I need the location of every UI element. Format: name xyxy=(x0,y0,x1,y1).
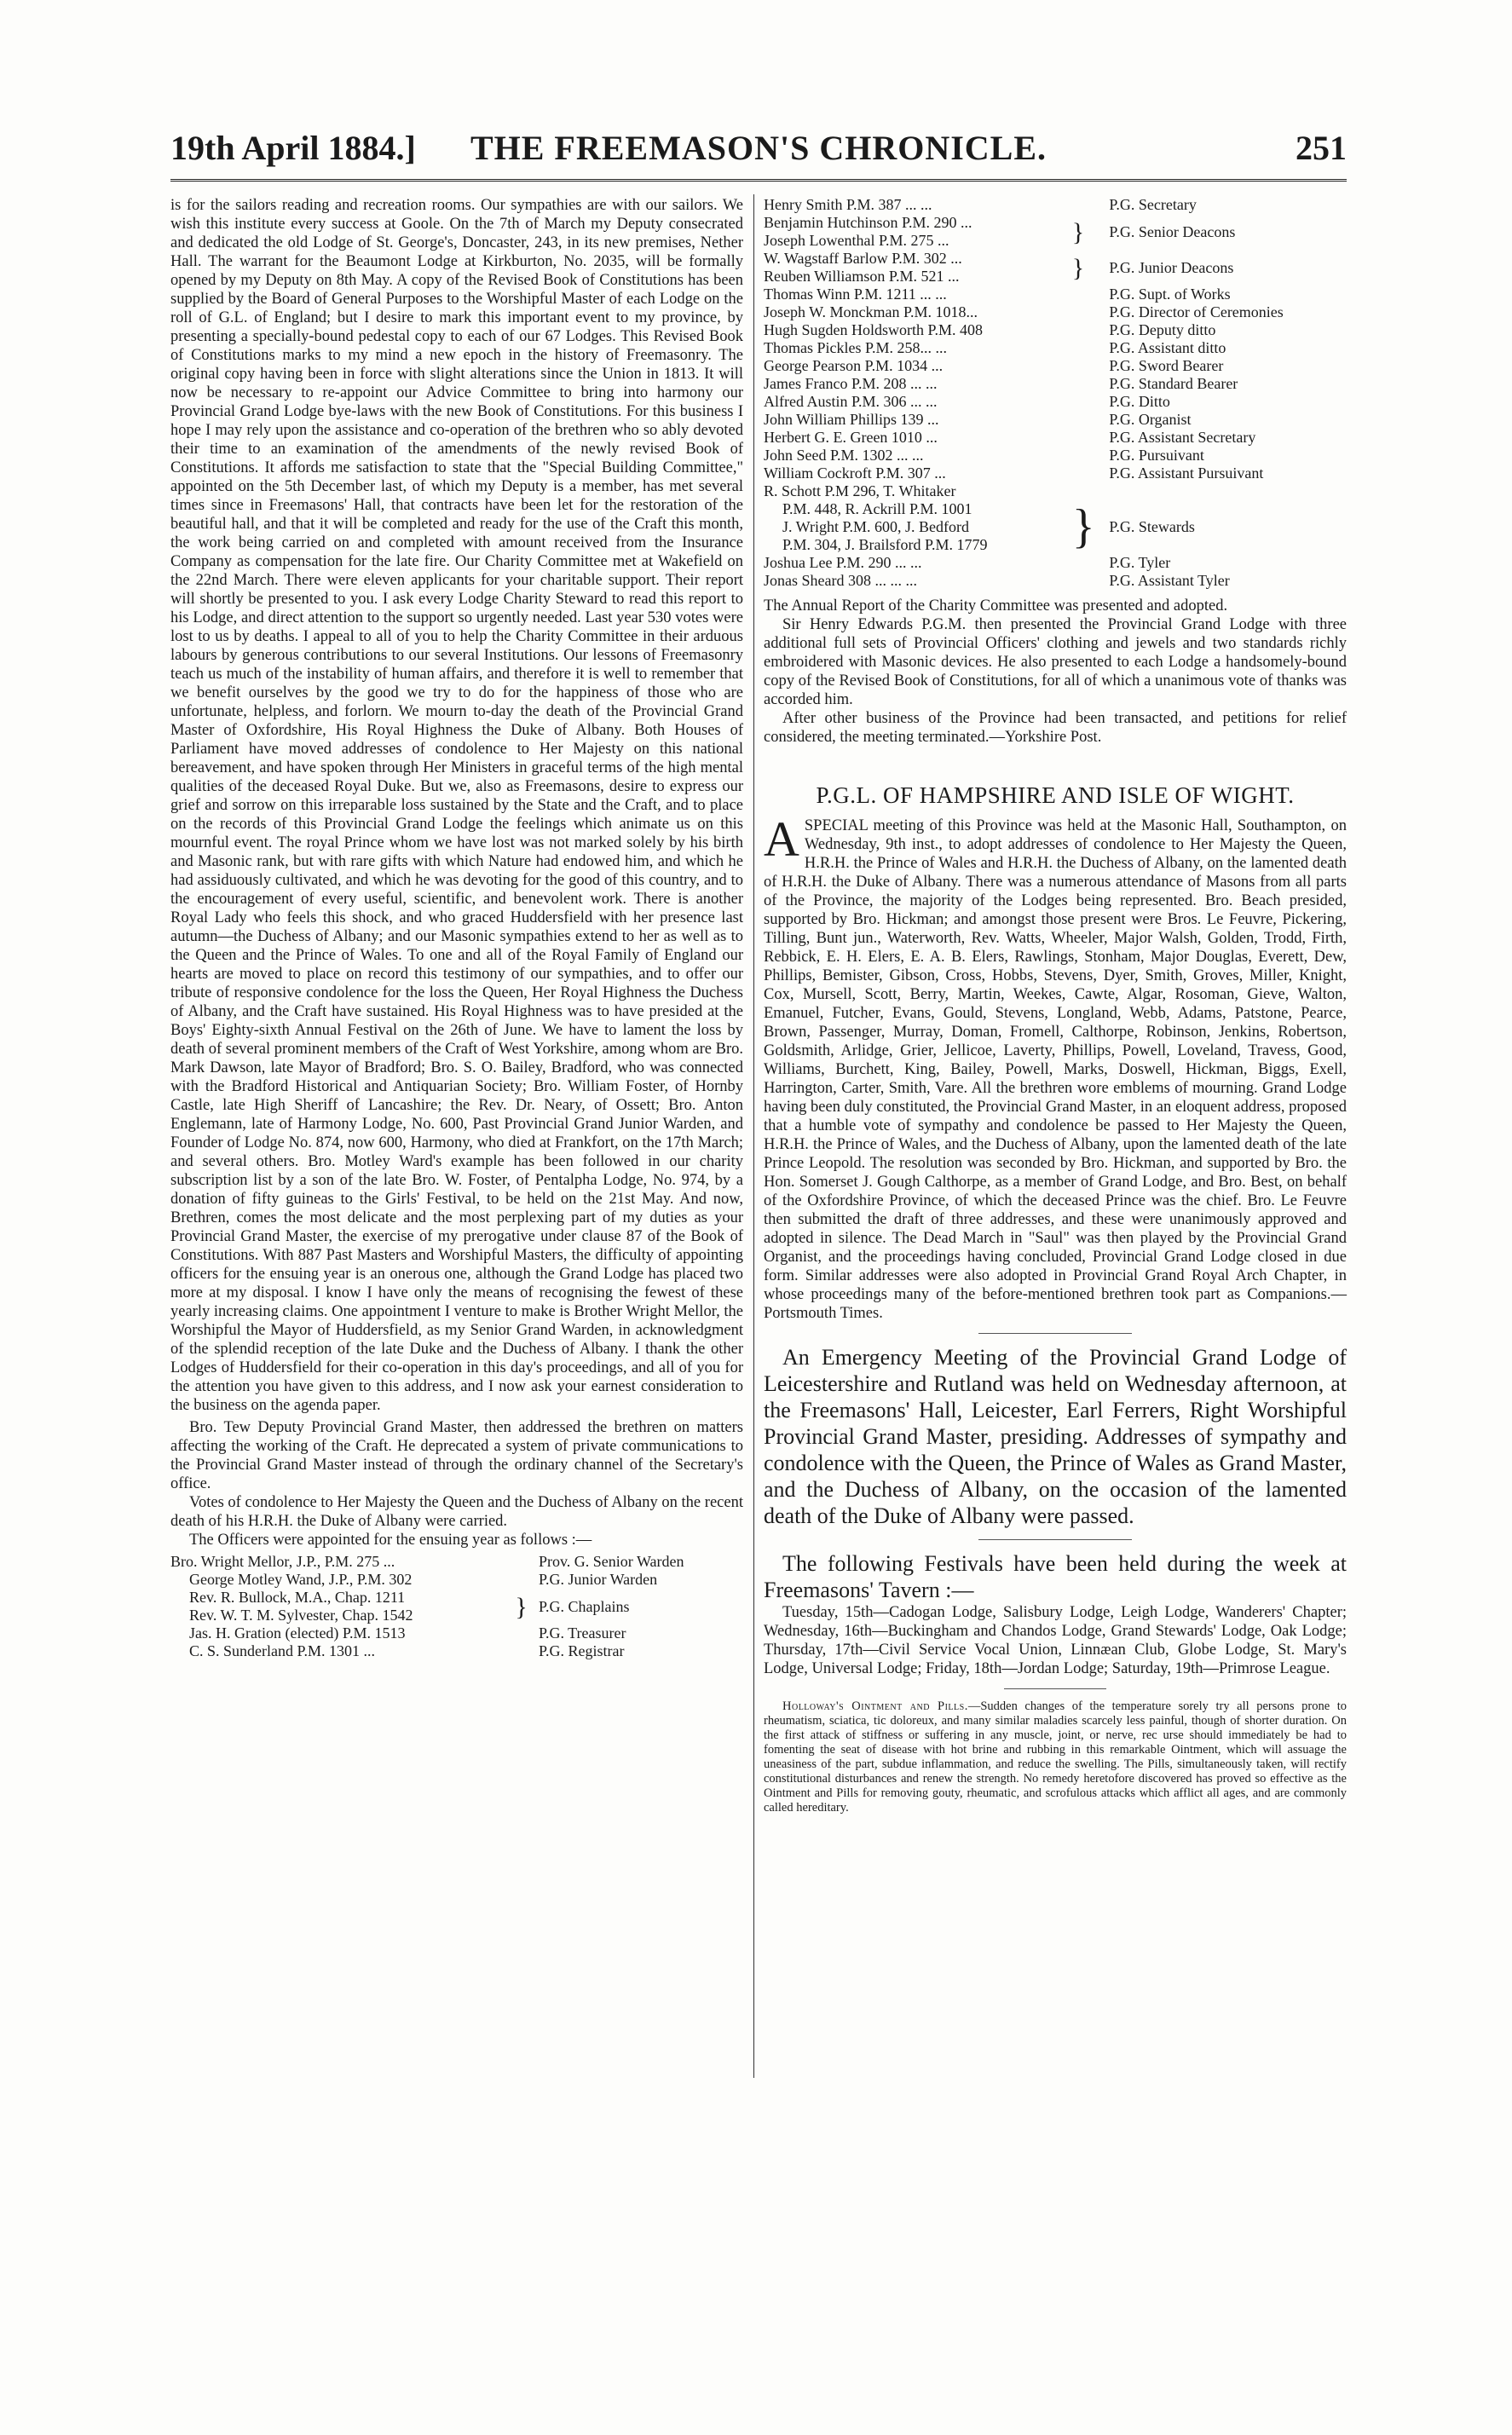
officer-row: Herbert G. E. Green 1010 ... P.G. Assistant Secretary xyxy=(764,429,1256,446)
column-separator xyxy=(753,194,754,2078)
officer-row: Rev. R. Bullock, M.A., Chap. 1211 } P.G. Chaplains xyxy=(170,1589,743,1607)
paragraph-charity-report: The Annual Report of the Charity Committee was presented and adopted. xyxy=(764,597,1228,615)
stewards-row: P.M. 448, R. Ackrill P.M. 1001 } P.G. Stewards xyxy=(782,500,1195,553)
officer-row: Joshua Lee P.M. 290 ... ... P.G. Tyler xyxy=(764,554,1171,571)
section-divider xyxy=(1004,1688,1106,1689)
officers-list-left xyxy=(170,1553,743,1660)
brace: } xyxy=(1071,217,1085,246)
header-rule xyxy=(170,179,1347,182)
stewards-row: J. Wright P.M. 600, J. Bedford xyxy=(782,518,969,535)
section-divider xyxy=(978,1539,1132,1540)
officer-row: George Motley Wand, J.P., P.M. 302 P.G. Junior Warden xyxy=(189,1571,658,1588)
officer-row: Hugh Sugden Holdsworth P.M. 408 P.G. Deputy ditto xyxy=(764,321,1216,338)
stewards-row: R. Schott P.M 296, T. Whitaker xyxy=(764,482,956,499)
hampshire-article xyxy=(764,811,1347,1323)
paragraph-votes: Votes of condolence to Her Majesty the Queen and the Duchess of Albany on the recent death of his H.R.H. the Duke of Albany were carried. xyxy=(170,1494,743,1530)
brace: } xyxy=(1071,500,1095,553)
hampshire-text: SPECIAL meeting of this Province was held at the Masonic Hall, Southampton, on Wednesday, 9th inst., to adopt addresses of condolence to Her Majesty the Queen, H.R.H. the Prince of Wales and H.R.H. the Duchess of Albany, on the lamented death of H.R.H. the Duke of Albany. There was a numerous attendance of Masons from all parts of the Province, the majority of the Lodges being represented. Bro. Beach presided, supported by Bro. Hickman; and amongst those present were Bros. Le Feuvre, Pickering, Tilling, Bunt jun., Waterworth, Rev. Watts, Wheeler, Major Walsh, Golden, Trodd, Firth, Rebbick, E. H. Elers, E. A. B. Elers, Rawlings, Stonham, Major Douglas, Everett, Dew, Phillips, Bemister, Gibson, Cross, Hobbs, Stevens, Dyer, Smith, Groves, Miller, Knight, Cox, Mursell, Scott, Berry, Martin, Weekes, Cawte, Algar, Rosoman, Gieve, Walton, Emanuel, Futcher, Evans, Gould, Stevens, Longland, Webb, Adams, Patstone, Pearce, Brown, Passenger, Murray, Doman, Fromell, Calthorpe, Robinson, Jenkins, Robertson, Goldsmith, Arlidge, Grier, Jellicoe, Laverty, Phillips, Powell, Loveland, Travess, Good, Williams, Burchett, King, Bailey, Powell, Marks, Doswell, Hickman, Biggs, Exell, Harrington, Carter, Smith, Vare. All the brethren wore emblems of mourning. Grand Lodge having been duly constituted, the Provincial Grand Master, in an eloquent address, proposed that a humble vote of sympathy and condolence be passed to Her Majesty the Queen, H.R.H. the Prince of Wales, and the Duchess of Albany, upon the lamented death of the late Prince Leopold. The resolution was seconded by Bro. Hickman, and supported by Bro. the Hon. Somerset J. Gough Calthorpe, as a member of Grand Lodge, and Bro. Best, on behalf of the Oxfordshire Province, of which the deceased Prince was the chief. Bro. Le Feuvre then submitted the draft of three addresses, and these were unanimously approved and adopted in silence. The Dead March in "Saul" was then played by the Provincial Grand Organist, and the proceedings having concluded, Provincial Grand Lodge closed in due form. Similar addresses were also adopted in Provincial Grand Royal Arch Chapter, in whose proceedings many of the before-mentioned brethren took part as Companions.—Portsmouth Times. xyxy=(764,817,1347,1322)
officer-row: Jonas Sheard 308 ... ... ... P.G. Assistant Tyler xyxy=(764,572,1230,589)
stewards-row: P.M. 304, J. Brailsford P.M. 1779 xyxy=(782,536,988,553)
paragraph-closing: After other business of the Province had been transacted, and petitions for relief considered, the meeting terminated.—Yorkshire Post. xyxy=(764,710,1347,746)
page-header xyxy=(170,128,1347,179)
festivals-intro: The following Festivals have been held during the week at Freemasons' Tavern :— xyxy=(764,1551,1347,1602)
officer-row: James Franco P.M. 208 ... ... P.G. Standard Bearer xyxy=(764,375,1238,392)
officers-list-right xyxy=(764,196,1347,590)
advert-text: —Sudden changes of the temperature sorely try all persons prone to rheumatism, sciatica, tic doloreux, and many similar maladies scarcely less painful, though of shorter duration. On the first attack of stiffness or suffering in any muscle, joint, or nerve, rec urse should immediately be had to fomenting the seat of disease with hot brine and rubbing in this remarkable Ointment, which will assuage the uneasiness of the part, subdue inflammation, and reduce the swelling. The Pills, simultaneously taken, will rectify constitutional disturbances and renew the strength. No remedy heretofore discovered has proved so effective as the Ointment and Pills for removing gouty, rheumatic, and scrofulous attacks which afflict all ages, and are commonly called hereditary. xyxy=(764,1699,1347,1815)
festivals-text: Tuesday, 15th—Cadogan Lodge, Salisbury Lodge, Leigh Lodge, Wanderers' Chapter; Wednesday, 16th—Buckingham and Chandos Lodge, Grand Stewards' Lodge, Oak Lodge; Thursday, 17th—Civil Service Vocal Union, Linnæan Club, Globe Lodge, St. Mary's Lodge, Universal Lodge; Friday, 18th—Jordan Lodge; Saturday, 19th—Primrose League. xyxy=(764,1604,1347,1677)
leicester-text: An Emergency Meeting of the Provincial Grand Lodge of Leicestershire and Rutland was held on Wednesday afternoon, at the Freemasons' Hall, Leicester, Earl Ferrers, Right Worshipful Provincial Grand Master, presiding. Addresses of sympathy and condolence with the Queen, the Prince of Wales as Grand Master, and the Duchess of Albany, on the occasion of the lamented death of the Duke of Albany were passed. xyxy=(764,1345,1347,1528)
festivals-article xyxy=(764,1550,1347,1678)
officer-row: C. S. Sunderland P.M. 1301 ... P.G. Registrar xyxy=(189,1642,625,1659)
leicester-article xyxy=(764,1344,1347,1529)
paragraph-officers-intro: The Officers were appointed for the ensuing year as follows :— xyxy=(189,1532,592,1549)
officer-row: Henry Smith P.M. 387 ... ... P.G. Secretary xyxy=(764,196,1197,213)
officer-row: Alfred Austin P.M. 306 ... ... P.G. Ditto xyxy=(764,393,1170,410)
right-column xyxy=(764,196,1347,1815)
officer-row: Rev. W. T. M. Sylvester, Chap. 1542 xyxy=(189,1607,413,1624)
section-divider xyxy=(978,1333,1132,1334)
officer-row: Jas. H. Gration (elected) P.M. 1513 P.G. Treasurer xyxy=(189,1624,626,1642)
officer-row: John Seed P.M. 1302 ... ... P.G. Pursuivant xyxy=(764,447,1204,464)
officer-row: Thomas Winn P.M. 1211 ... ... P.G. Supt. of Works xyxy=(764,286,1231,303)
officer-row: Joseph Lowenthal P.M. 275 ... xyxy=(764,232,949,249)
drop-cap: A xyxy=(764,811,799,867)
officer-row: W. Wagstaff Barlow P.M. 302 ... } P.G. Junior Deacons xyxy=(764,250,1347,268)
publication-title: THE FREEMASON'S CHRONICLE. xyxy=(470,129,1047,167)
left-column xyxy=(170,196,743,1660)
hampshire-heading: P.G.L. OF HAMPSHIRE AND ISLE OF WIGHT. xyxy=(816,782,1295,808)
brace: } xyxy=(1071,253,1085,282)
brace: } xyxy=(515,1592,528,1621)
issue-date: 19th April 1884.] xyxy=(170,129,416,167)
officer-row: George Pearson P.M. 1034 ... P.G. Sword Bearer xyxy=(764,357,1224,374)
officer-row: John William Phillips 139 ... P.G. Organist xyxy=(764,411,1192,428)
address-continuation: is for the sailors reading and recreation rooms. Our sympathies are with our sailors. We wish this institute every success at Goole. On the 7th of March my Deputy consecrated and dedicated the old Lodge of St. George's, Doncaster, 243, in its new premises, Nether Hall. The warrant for the Beaumont Lodge at Kirkburton, No. 2035, will be formally opened by my Deputy on 8th May. A copy of the Revised Book of Constitutions has been supplied by the Board of General Purposes to the Worshipful Master of each Lodge on the roll of G.L. of England; but I desire to mark this important event to my province, by presenting a specially-bound pedestal copy to each of our 67 Lodges. This Revised Book of Constitutions marks to my mind a new epoch in the history of Freemasonry. The original copy having been in force with slight alterations since the Union in 1813. It will now be necessary to re-appoint our Advice Committee to bring into harmony our Provincial Grand Lodge bye-laws with the new Book of Constitutions. For this business I hope I may rely upon the assistance and co-operation of the brethren who so ably devoted their time to an examination of the amendments of the newly revised Book of Constitutions. It affords me satisfaction to state that the "Special Building Committee," appointed on the 5th December last, of which my Deputy is a member, has met several times since in Freemasons' Hall, that contracts have been let for the restoration of the beautiful hall, and that it will be completed and ready for the use of the Craft this month, the work being carried on and completed with amount received from the Insurance Company as compensation for the late fire. Our Charity Committee met at Wakefield on the 22nd March. There were eleven applicants for your charitable support. Their report will shortly be presented to you. I ask every Lodge Charity Steward to read this report to his Lodge, and direct attention to the support so urgently needed. Last year 530 votes were lost to us by deaths. I appeal to all of you to help the Charity Committee in their arduous labours by generous contributions to our several Institutions. Our lessons of Freemasonry teach us much of the instability of human affairs, and therefore it is well to remember that we benefit ourselves by the good we try to do for the happiness of those who are unfortunate, helpless, and forlorn. We mourn to-day the death of the Provincial Grand Master of Oxfordshire, His Royal Highness the Duke of Albany. Both Houses of Parliament have moved addresses of condolence to Her Majesty on this national bereavement, and have spoken through Her Ministers in graceful terms of the high mental qualities of the deceased Royal Duke. But we, also as Freemasons, desire to express our grief and sorrow on this irreparable loss sustained by the State and the Craft, and to place on the records of this Provincial Grand Lodge the feelings which animate us on this mournful event. The royal Prince whom we have lost was not marked solely by his birth and Masonic rank, but with rare gifts with which Nature had endowed him, and which he had assiduously cultivated, and which he was devoting for the good of this country, and to the encouragement of every useful, scientific, and benevolent work. There is another Royal Lady who feels this shock, and who graced Huddersfield with her presence last autumn—the Duchess of Albany; and our Masonic sympathies extend to her as well as to the Queen and the Prince of Wales. To one and all of the Royal Family of England our hearts are moved to place on record this testimony of our sympathies, and to offer our tribute of responsive condolence for the loss the Queen, Her Royal Highness the Duchess of Albany, and the Craft have sustained. His Royal Highness was to have presided at the Boys' Eighty-sixth Annual Festival on the 26th of June. We have to lament the loss by death of several prominent members of the Craft of West Yorkshire, among whom are Bro. Mark Dawson, late Mayor of Bradford; Bro. S. O. Bailey, Bradford, who was connected with the Bradford Historical and Antiquarian Society; Bro. William Foster, of Hornby Castle, late High Sheriff of Lancashire; the Rev. Dr. Neary, of Ossett; Bro. Anton Englemann, late of Harmony Lodge, No. 600, Past Provincial Grand Junior Warden, and Founder of Lodge No. 874, now 600, Harmony, who died at Frankfort, on the 17th March; and several others. Bro. Motley Ward's example has been followed in our charity subscription list by a son of the late Bro. W. Foster, of Pentalpha Lodge, No. 974, by a donation of fifty guineas to the Girls' Festival, to be held on the 21st May. And now, Brethren, comes the most delicate and the most perplexing part of my duties as your Provincial Grand Master, the exercise of my prerogative under clause 87 of the Book of Constitutions. With 887 Past Masters and Worshipful Masters, the difficulty of appointing officers for the ensuing year is an onerous one, although the Grand Lodge has placed two more at my disposal. I know I have only the means of recognising the fewest of these yearly increasing claims. One appointment I venture to make is Brother Wright Mellor, the Worshipful the Mayor of Huddersfield, as my Senior Grand Warden, in acknowledgment of the splendid reception of the late Duke and the Duchess of Albany. I thank the other Lodges of Huddersfield for their co-operation in this day's proceedings, and all of you for the attention you have given to this address, and I now ask your earnest consideration to the business on the agenda paper. xyxy=(170,197,743,1414)
officer-row: Bro. Wright Mellor, J.P., P.M. 275 ... Prov. G. Senior Warden xyxy=(170,1553,684,1570)
officer-row: William Cockroft P.M. 307 ... P.G. Assistant Pursuivant xyxy=(764,464,1264,482)
page-number: 251 xyxy=(1296,129,1347,167)
officer-row: Joseph W. Monckman P.M. 1018... P.G. Director of Ceremonies xyxy=(764,303,1284,320)
officer-row: Reuben Williamson P.M. 521 ... xyxy=(764,268,960,285)
paragraph-presentation: Sir Henry Edwards P.G.M. then presented the Provincial Grand Lodge with three additional full sets of Provincial Officers' clothing and jewels and two standards richly embroidered with Masonic devices. He also presented to each Lodge a handsomely-bound copy of the Revised Book of Constitutions, for all of which a unanimous vote of thanks was accorded him. xyxy=(764,616,1347,708)
officer-row: Thomas Pickles P.M. 258... ... P.G. Assistant ditto xyxy=(764,339,1226,356)
advert-title: Holloway's Ointment and Pills. xyxy=(782,1699,968,1713)
officer-row: Benjamin Hutchinson P.M. 290 ... } P.G. Senior Deacons xyxy=(764,214,1347,232)
paragraph-deputy-address: Bro. Tew Deputy Provincial Grand Master, then addressed the brethren on matters affecting the working of the Craft. He deprecated a system of private communications to the Provincial Grand Master instead of through the ordinary channel of the Secretary's office. xyxy=(170,1419,743,1492)
holloway-advert xyxy=(764,1699,1347,1815)
